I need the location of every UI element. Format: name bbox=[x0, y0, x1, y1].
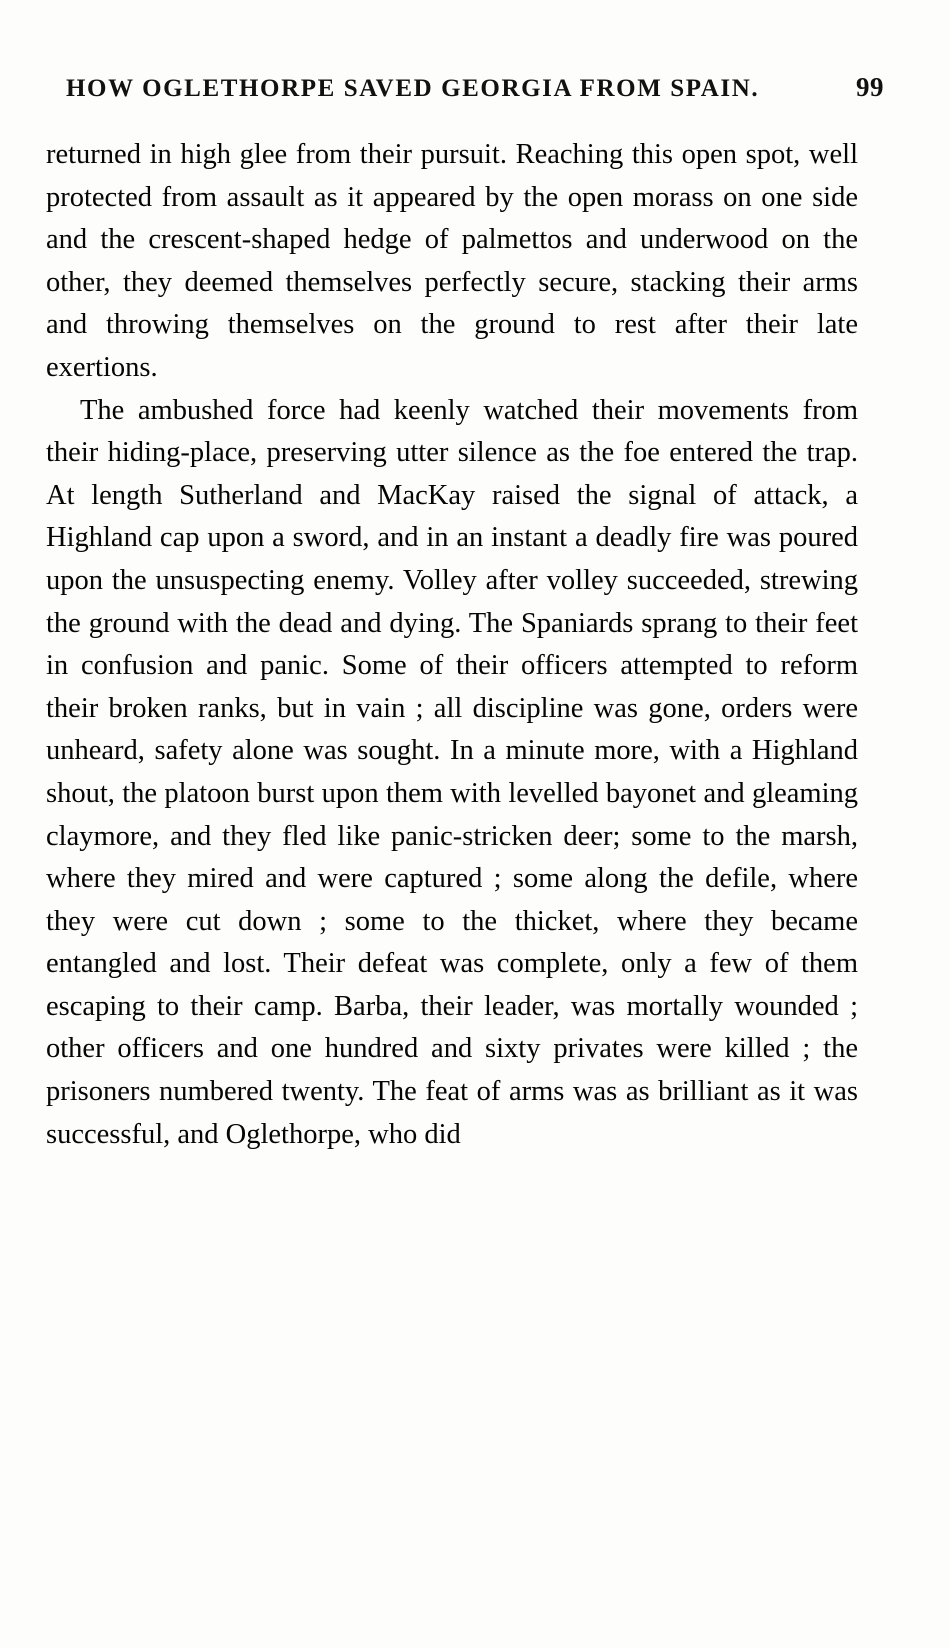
page-number: 99 bbox=[856, 72, 884, 102]
running-head-title: HOW OGLETHORPE SAVED GEORGIA FROM SPAIN. bbox=[66, 75, 760, 102]
body-text bbox=[46, 134, 858, 1156]
running-head bbox=[66, 72, 884, 103]
paragraph-2: The ambushed force had keenly watched their movements from their hiding-place, preserving utter silence as the foe entered the trap. At length Sutherland and MacKay raised the signal of attack, a Highland cap upon a sword, and in an instant a deadly fire was poured upon the unsuspecting enemy. Volley after volley succeeded, strewing the ground with the dead and dying. The Spaniards sprang to their feet in confusion and panic. Some of their officers attempted to reform their broken ranks, but in vain ; all discipline was gone, orders were unheard, safety alone was sought. In a minute more, with a Highland shout, the platoon burst upon them with levelled bayonet and gleaming claymore, and they fled like panic-stricken deer; some to the marsh, where they mired and were captured ; some along the defile, where they were cut down ; some to the thicket, where they became entangled and lost. Their defeat was complete, only a few of them escaping to their camp. Barba, their leader, was mortally wounded ; other officers and one hundred and sixty privates were killed ; the prisoners numbered twenty. The feat of arms was as brilliant as it was successful, and Oglethorpe, who did bbox=[46, 394, 858, 1150]
paragraph-1: returned in high glee from their pursuit. Reaching this open spot, well protected from assault as it appeared by the open morass on one side and the crescent-shaped hedge of palmettos and underwood on the other, they deemed themselves perfectly secure, stacking their arms and throwing themselves on the ground to rest after their late exertions. bbox=[46, 139, 858, 383]
